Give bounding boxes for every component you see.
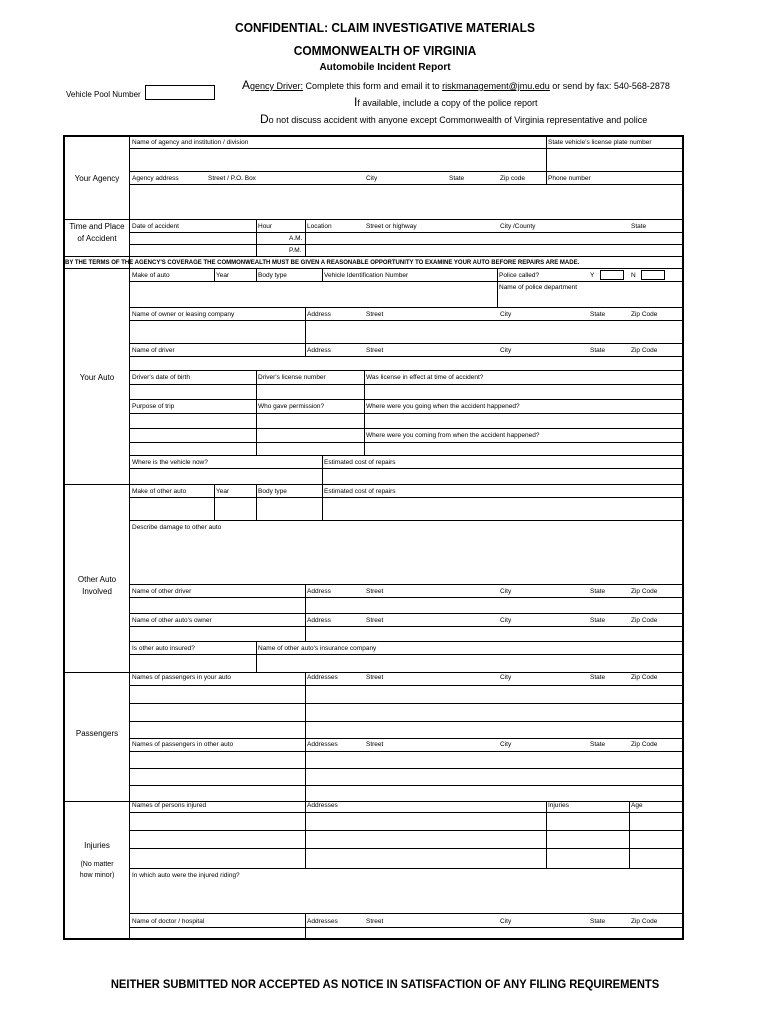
form-rule-h xyxy=(129,785,684,786)
label-state-accident: State xyxy=(631,223,647,230)
label-other-owner: Name of other auto's owner xyxy=(132,617,212,624)
label-city-pass-other: City xyxy=(500,741,512,748)
label-no: N xyxy=(631,272,636,279)
form-rule-v xyxy=(305,584,306,641)
label-zip-pass-other: Zip Code xyxy=(631,741,658,748)
form-rule-v xyxy=(256,370,257,455)
form-rule-v xyxy=(322,455,323,484)
form-rule-v xyxy=(256,219,257,256)
form-rule-h xyxy=(64,268,684,269)
section-no-matter-1: (No matter xyxy=(80,861,114,868)
form-rule-h xyxy=(129,399,684,400)
label-city: City xyxy=(366,175,378,182)
label-driver-name: Name of driver xyxy=(132,347,175,354)
form-rule-h xyxy=(129,413,684,414)
label-date-accident: Date of accident xyxy=(132,223,179,230)
police-yes-checkbox[interactable] xyxy=(600,270,624,280)
label-street-po: Street / P.O. Box xyxy=(208,175,256,182)
form-rule-h xyxy=(129,703,684,704)
label-street-doctor: Street xyxy=(366,918,384,925)
label-zip-pass-your: Zip Code xyxy=(631,674,658,681)
section-injuries: Injuries xyxy=(84,841,110,850)
label-address-other-owner: Address xyxy=(307,617,331,624)
form-rule-v xyxy=(129,136,130,939)
form-rule-h xyxy=(129,428,684,429)
form-rule-h xyxy=(64,484,684,485)
form-rule-h xyxy=(129,927,684,928)
form-rule-h xyxy=(129,148,684,149)
label-address-driver: Address xyxy=(307,347,331,354)
form-rule-h xyxy=(129,738,684,739)
form-rule-v xyxy=(497,268,498,307)
form-rule-h xyxy=(129,913,684,914)
form-rule-h xyxy=(129,343,684,344)
form-rule-h xyxy=(129,455,684,456)
form-rule-h xyxy=(129,281,684,282)
form-rule-h xyxy=(129,232,684,233)
form-rule-h xyxy=(129,626,684,627)
label-street-owner: Street xyxy=(366,311,384,318)
label-yes: Y xyxy=(590,272,595,279)
label-city-county: City /County xyxy=(500,223,536,230)
label-coming: Where were you coming from when the accident happened? xyxy=(366,432,540,439)
form-rule-v xyxy=(214,268,215,281)
label-street-pass-your: Street xyxy=(366,674,384,681)
label-street-driver: Street xyxy=(366,347,384,354)
form-rule-h xyxy=(129,751,684,752)
label-pass-your: Names of passengers in your auto xyxy=(132,674,231,681)
label-zip-other-owner: Zip Code xyxy=(631,617,658,624)
label-est-cost-other: Estimated cost of repairs xyxy=(324,488,396,495)
instr3-cap: D xyxy=(260,112,269,126)
form-rule-v xyxy=(546,136,547,184)
form-rule-h xyxy=(129,244,684,245)
label-state: State xyxy=(449,175,465,182)
instr1-underlined: gency Driver: xyxy=(250,81,304,91)
label-city-driver: City xyxy=(500,347,512,354)
label-make-auto: Make of auto xyxy=(132,272,170,279)
label-am: A.M. xyxy=(289,235,303,242)
section-your-auto: Your Auto xyxy=(79,373,115,382)
label-pm: P.M. xyxy=(289,247,302,254)
filing-disclaimer: NEITHER SUBMITTED NOR ACCEPTED AS NOTICE IN SATISFACTION OF ANY FILING REQUIREMENTS xyxy=(110,977,660,991)
label-other-insurer: Name of other auto's insurance company xyxy=(258,645,377,652)
label-body-type-other: Body type xyxy=(258,488,287,495)
label-zip-owner: Zip Code xyxy=(631,311,658,318)
form-rule-h xyxy=(129,597,684,598)
form-rule-h xyxy=(129,384,684,385)
form-rule-v xyxy=(305,913,306,939)
form-rule-h xyxy=(129,768,684,769)
form-rule-v xyxy=(546,801,547,868)
label-phone: Phone number xyxy=(548,175,591,182)
label-describe-damage: Describe damage to other auto xyxy=(132,524,222,531)
label-driver-dob: Driver's date of birth xyxy=(132,374,190,381)
police-no-checkbox[interactable] xyxy=(641,270,665,280)
label-doctor: Name of doctor / hospital xyxy=(132,918,205,925)
label-owner-leasing: Name of owner or leasing company xyxy=(132,311,235,318)
instr2-cap: I xyxy=(354,95,358,109)
form-rule-v xyxy=(214,484,215,520)
form-rule-h xyxy=(129,868,684,869)
form-rule-h xyxy=(129,685,684,686)
label-location: Location xyxy=(307,223,332,230)
label-permission: Who gave permission? xyxy=(258,403,325,410)
label-vin: Vehicle Identification Number xyxy=(324,272,409,279)
label-zip-code: Zip code xyxy=(500,175,525,182)
label-other-driver: Name of other driver xyxy=(132,588,192,595)
instr1-text-b: or send by fax: 540-568-2878 xyxy=(549,81,670,91)
instr1-cap: A xyxy=(242,78,251,92)
form-rule-v xyxy=(629,801,630,868)
label-state-other-owner: State xyxy=(590,617,606,624)
label-police-dept: Name of police department xyxy=(499,284,578,291)
form-rule-h xyxy=(129,442,684,443)
form-rule-h xyxy=(129,721,684,722)
form-rule-h xyxy=(129,370,684,371)
label-street-highway: Street or highway xyxy=(366,223,417,230)
label-license-effect: Was license in effect at time of accident? xyxy=(366,374,484,381)
label-city-other-owner: City xyxy=(500,617,512,624)
form-rule-v xyxy=(305,801,306,868)
label-purpose: Purpose of trip xyxy=(132,403,175,410)
label-injured-riding: In which auto were the injured riding? xyxy=(132,872,240,879)
form-rule-h xyxy=(129,356,684,357)
police-report-instruction xyxy=(354,95,537,109)
label-zip-driver: Zip Code xyxy=(631,347,658,354)
section-passengers: Passengers xyxy=(75,729,119,738)
label-state-driver: State xyxy=(590,347,606,354)
label-injuries-col: Injuries xyxy=(548,802,569,809)
label-year: Year xyxy=(216,272,230,279)
label-body-type: Body type xyxy=(258,272,287,279)
label-city-owner: City xyxy=(500,311,512,318)
label-vehicle-now: Where is the vehicle now? xyxy=(132,459,208,466)
label-state-pass-other: State xyxy=(590,741,606,748)
label-age: Age xyxy=(631,802,643,809)
label-city-doctor: City xyxy=(500,918,512,925)
label-address-owner: Address xyxy=(307,311,331,318)
form-rule-h xyxy=(129,812,684,813)
form-rule-v xyxy=(322,484,323,520)
form-rule-h xyxy=(64,256,684,257)
form-rule-h xyxy=(129,830,684,831)
form-rule-h xyxy=(129,307,684,308)
form-rule-h xyxy=(129,613,684,614)
agency-driver-instruction xyxy=(242,78,670,92)
label-make-other: Make of other auto xyxy=(132,488,187,495)
form-rule-h xyxy=(129,584,684,585)
coverage-notice: BY THE TERMS OF THE AGENCY'S COVERAGE THE COMMONWEALTH MUST BE GIVEN A REASONABLE OPPORTUNITY TO EXAMINE YOUR AUTO BEFORE REPAIRS ARE MADE. xyxy=(65,260,580,266)
form-rule-v xyxy=(305,307,306,356)
form-rule-h xyxy=(129,320,684,321)
label-state-other-driver: State xyxy=(590,588,606,595)
label-street-other-driver: Street xyxy=(366,588,384,595)
form-rule-v xyxy=(305,219,306,256)
form-rule-v xyxy=(364,370,365,455)
form-rule-v xyxy=(256,641,257,672)
label-state-doctor: State xyxy=(590,918,606,925)
form-rule-h xyxy=(129,171,684,172)
section-your-agency: Your Agency xyxy=(74,174,120,183)
label-agency-name: Name of agency and institution / division xyxy=(132,139,249,146)
label-year-other: Year xyxy=(216,488,230,495)
report-title: Automobile Incident Report xyxy=(319,62,451,73)
instr2-text: f available, include a copy of the police report xyxy=(357,98,538,108)
section-no-matter-2: how minor) xyxy=(79,872,115,879)
label-other-insured: Is other auto insured? xyxy=(132,645,195,652)
vehicle-pool-label: Vehicle Pool Number xyxy=(66,90,141,99)
label-pass-other: Names of passengers in other auto xyxy=(132,741,234,748)
risk-email: riskmanagement@jmu.edu xyxy=(442,81,550,91)
section-time-place-1: Time and Place xyxy=(69,222,125,231)
form-rule-v xyxy=(256,484,257,520)
label-plate: State vehicle's license plate number xyxy=(548,139,652,146)
label-addresses-injured: Addresses xyxy=(307,802,338,809)
label-going: Where were you going when the accident happened? xyxy=(366,403,520,410)
label-addresses-pass-other: Addresses xyxy=(307,741,338,748)
label-addresses-pass-your: Addresses xyxy=(307,674,338,681)
label-city-pass-your: City xyxy=(500,674,512,681)
label-hour: Hour xyxy=(258,223,273,230)
label-zip-other-driver: Zip Code xyxy=(631,588,658,595)
label-zip-doctor: Zip Code xyxy=(631,918,658,925)
form-rule-h xyxy=(129,641,684,642)
form-rule-v xyxy=(256,268,257,281)
vehicle-pool-number-field[interactable] xyxy=(145,85,215,100)
form-rule-h xyxy=(129,654,684,655)
form-rule-h xyxy=(64,219,684,220)
label-police-called: Police called? xyxy=(499,272,540,279)
instr3-text: o not discuss accident with anyone except Commonwealth of Virginia representative and police xyxy=(268,115,648,125)
form-rule-h xyxy=(129,848,684,849)
instr1-text-a: Complete this form and email it to xyxy=(303,81,443,91)
section-other-auto-1: Other Auto xyxy=(77,575,117,584)
label-state-owner: State xyxy=(590,311,606,318)
confidential-heading: CONFIDENTIAL: CLAIM INVESTIGATIVE MATERIALS xyxy=(235,20,535,35)
label-persons-injured: Names of persons injured xyxy=(132,802,207,809)
label-city-other-driver: City xyxy=(500,588,512,595)
label-address-other-driver: Address xyxy=(307,588,331,595)
commonwealth-heading: COMMONWEALTH OF VIRGINIA xyxy=(293,43,477,58)
form-rule-v xyxy=(305,672,306,801)
label-addresses-doctor: Addresses xyxy=(307,918,338,925)
form-rule-v xyxy=(322,268,323,281)
form-rule-h xyxy=(129,184,684,185)
form-rule-h xyxy=(129,468,684,469)
form-rule-h xyxy=(64,672,684,673)
section-time-place-2: of Accident xyxy=(77,234,117,243)
label-agency-address: Agency address xyxy=(132,175,179,182)
label-license-number: Driver's license number xyxy=(258,374,326,381)
form-rule-h xyxy=(129,497,684,498)
discuss-instruction xyxy=(260,112,647,126)
label-street-pass-other: Street xyxy=(366,741,384,748)
label-est-cost: Estimated cost of repairs xyxy=(324,459,396,466)
section-other-auto-2: Involved xyxy=(82,587,112,596)
form-rule-h xyxy=(129,520,684,521)
label-state-pass-your: State xyxy=(590,674,606,681)
label-street-other-owner: Street xyxy=(366,617,384,624)
